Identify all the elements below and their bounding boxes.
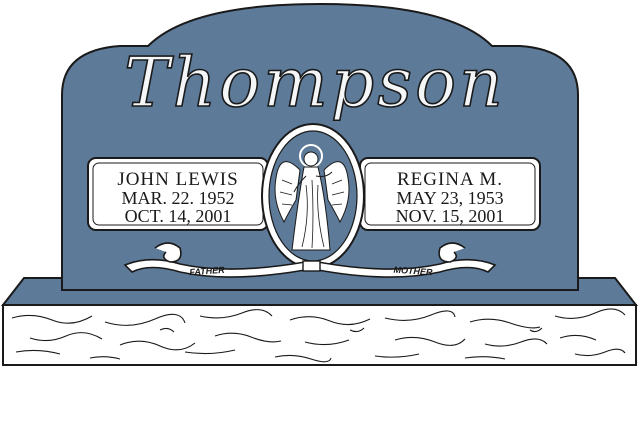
left-ribbon-label: FATHER <box>189 264 225 278</box>
left-person-death: OCT. 14, 2001 <box>124 206 232 226</box>
right-name-panel <box>360 158 540 230</box>
right-person-death: NOV. 15, 2001 <box>395 206 505 226</box>
right-ribbon-label: MOTHER <box>393 264 433 278</box>
left-person-name: JOHN LEWIS <box>117 169 239 190</box>
monument-base <box>3 278 636 365</box>
left-name-panel <box>88 158 268 230</box>
angel-emblem <box>262 124 364 268</box>
right-person-name: REGINA M. <box>396 169 504 190</box>
angel-head-icon <box>304 152 318 166</box>
family-name: Thompson <box>124 44 506 123</box>
left-person-birth: MAR. 22. 1952 <box>121 188 235 208</box>
right-person-birth: MAY 23, 1953 <box>396 188 504 208</box>
